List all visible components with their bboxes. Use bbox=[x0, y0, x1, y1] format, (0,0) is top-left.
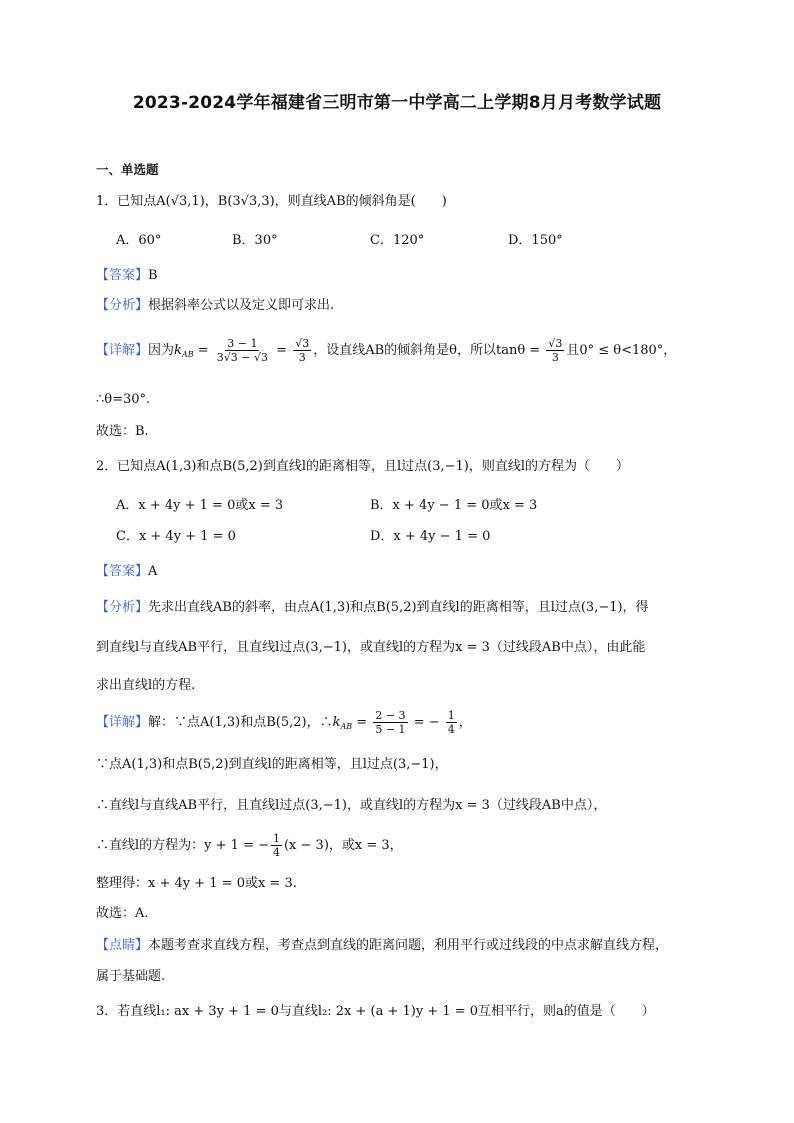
comment-tag: 【点睛】 bbox=[96, 938, 149, 953]
q1-detail bbox=[96, 336, 676, 370]
answer-value: A bbox=[148, 564, 158, 579]
fraction-denominator: 5 − 1 bbox=[375, 723, 406, 736]
q2-option-d: D．x + 4y − 1 = 0 bbox=[370, 529, 491, 544]
equals-sign: = bbox=[356, 715, 368, 730]
fraction-denominator: 3√3 − √3 bbox=[216, 351, 268, 364]
answer-tag: 【答案】 bbox=[96, 564, 149, 579]
equals-sign: = bbox=[276, 343, 288, 358]
q2-comment bbox=[96, 937, 668, 955]
answer-value: B bbox=[148, 268, 158, 283]
minus-sign: = − bbox=[413, 715, 440, 730]
question-3-stem: 3．若直线l₁: ax + 3y + 1 = 0与直线l₂: 2x + (a + 1)y + 1 = 0互相平行，则a的值是（ ） bbox=[96, 1004, 655, 1019]
q1-option-a: A．60° bbox=[116, 233, 162, 248]
slope-symbol: k bbox=[174, 343, 182, 358]
fraction bbox=[546, 337, 564, 364]
detail-text: 且0° ≤ θ<180°， bbox=[566, 343, 677, 358]
detail-text: (x − 3)，或x = 3， bbox=[283, 838, 403, 853]
document-title: 2023-2024学年福建省三明市第一中学高二上学期8月月考数学试题 bbox=[132, 93, 662, 113]
analysis-text: 根据斜率公式以及定义即可求出. bbox=[148, 298, 335, 313]
fraction bbox=[271, 832, 282, 859]
q1-choice: 故选：B. bbox=[96, 424, 149, 439]
fraction bbox=[373, 709, 407, 736]
detail-text: 因为 bbox=[148, 343, 175, 358]
q2-option-b: B．x + 4y − 1 = 0或x = 3 bbox=[370, 498, 538, 513]
fraction-denominator: 4 bbox=[447, 723, 455, 736]
detail-text: ，设直线AB的倾斜角是θ，所以tanθ = bbox=[313, 343, 541, 358]
q2-analysis-line: 求出直线l的方程. bbox=[96, 678, 196, 693]
detail-text: ∴直线l的方程为：y + 1 = − bbox=[96, 838, 269, 853]
q1-option-b: B．30° bbox=[232, 233, 278, 248]
q1-option-d: D．150° bbox=[508, 233, 563, 248]
slope-subscript: AB bbox=[340, 722, 353, 731]
q2-detail bbox=[96, 709, 472, 740]
q1-conclusion: ∴θ=30°. bbox=[96, 392, 151, 407]
q2-comment-line: 属于基础题. bbox=[96, 969, 166, 984]
q1-answer bbox=[96, 267, 158, 285]
fraction bbox=[293, 337, 311, 364]
question-1-stem: 1．已知点A(√3,1)，B(3√3,3)，则直线AB的倾斜角是( ) bbox=[96, 194, 447, 209]
analysis-tag: 【分析】 bbox=[96, 600, 149, 615]
q1-option-c: C．120° bbox=[370, 233, 425, 248]
slope-symbol: k bbox=[332, 715, 341, 730]
q2-answer bbox=[96, 563, 157, 581]
detail-text: 解：∵点A(1,3)和点B(5,2)，∴ bbox=[148, 715, 333, 730]
q1-analysis bbox=[96, 297, 334, 315]
section-heading: 一、单选题 bbox=[96, 162, 159, 177]
analysis-text: 先求出直线AB的斜率，由点A(1,3)和点B(5,2)到直线l的距离相等，且l过点(3,−1)，得 bbox=[148, 600, 649, 615]
fraction bbox=[215, 337, 270, 364]
q2-detail-line: ∵点A(1,3)和点B(5,2)到直线l的距离相等，且l过点(3,−1)， bbox=[96, 757, 448, 772]
fraction-numerator: √3 bbox=[295, 337, 310, 350]
fraction-denominator: 3 bbox=[298, 351, 306, 364]
fraction-denominator: 4 bbox=[272, 846, 280, 859]
q2-detail-line: ∴直线l与直线AB平行，且直线l过点(3,−1)，或直线l的方程为x = 3（过线段AB中点）， bbox=[96, 798, 607, 813]
q2-option-c: C．x + 4y + 1 = 0 bbox=[116, 529, 236, 544]
q2-choice: 故选：A. bbox=[96, 906, 149, 921]
q2-option-a: A．x + 4y + 1 = 0或x = 3 bbox=[116, 498, 284, 513]
fraction-numerator: √3 bbox=[548, 337, 563, 350]
fraction bbox=[446, 709, 457, 736]
answer-tag: 【答案】 bbox=[96, 268, 149, 283]
detail-text: ， bbox=[458, 715, 472, 730]
q2-detail-line: 整理得：x + 4y + 1 = 0或x = 3. bbox=[96, 876, 297, 891]
equals-sign: = bbox=[197, 343, 209, 358]
fraction-numerator: 3 − 1 bbox=[227, 337, 258, 350]
question-2-stem: 2．已知点A(1,3)和点B(5,2)到直线l的距离相等，且l过点(3,−1)，则直线l的方程为（ ） bbox=[96, 459, 630, 474]
detail-tag: 【详解】 bbox=[96, 715, 149, 730]
comment-text: 本题考查求直线方程，考查点到直线的距离问题，利用平行或过线段的中点求解直线方程， bbox=[148, 938, 669, 953]
q2-analysis-line: 到直线l与直线AB平行，且直线l过点(3,−1)，或直线l的方程为x = 3（过线段AB中点），由此能 bbox=[96, 640, 646, 655]
analysis-tag: 【分析】 bbox=[96, 298, 149, 313]
q2-detail-line bbox=[96, 832, 403, 860]
fraction-numerator: 1 bbox=[447, 709, 455, 722]
fraction-numerator: 1 bbox=[272, 832, 280, 845]
fraction-numerator: 2 − 3 bbox=[375, 709, 406, 722]
fraction-denominator: 3 bbox=[551, 351, 559, 364]
detail-tag: 【详解】 bbox=[96, 343, 149, 358]
q2-analysis bbox=[96, 599, 649, 617]
slope-subscript: AB bbox=[181, 350, 194, 359]
